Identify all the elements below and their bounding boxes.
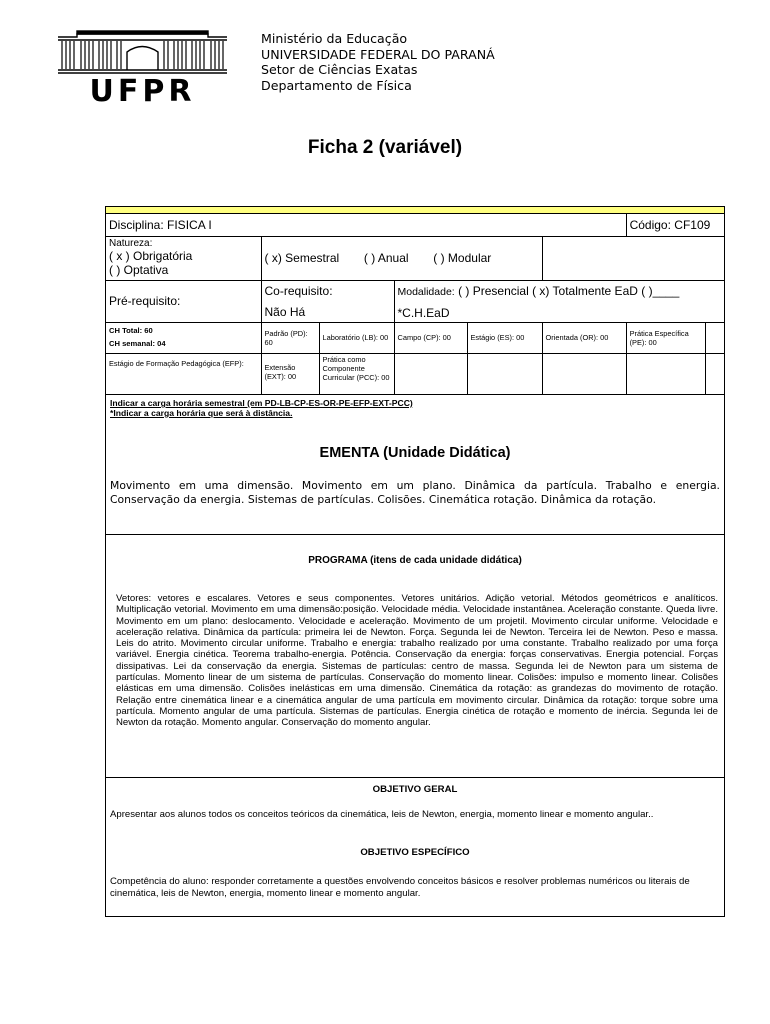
- ementa-text: Movimento em uma dimensão. Movimento em um plano. Dinâmica da partícula. Trabalho e energia. Conservação da energia. Sistemas de partículas. Colisões. Cinemática rotação. Dinâmica da rotação.: [110, 479, 720, 506]
- course-info-table: [106, 214, 724, 395]
- objetivo-especifico-title: OBJETIVO ESPECÍFICO: [360, 847, 470, 858]
- laboratorio-cell: Laboratório (LB): 00: [319, 322, 394, 353]
- university-line: UNIVERSIDADE FEDERAL DO PARANÁ: [261, 46, 495, 62]
- note-distancia: *Indicar a carga horária que será à distância.: [110, 408, 293, 418]
- divider: [106, 777, 724, 778]
- ementa-title: EMENTA (Unidade Didática): [319, 445, 511, 461]
- disciplina-cell: Disciplina: FISICA I: [106, 214, 626, 236]
- modalidade-options: ( ) Presencial ( x) Totalmente EaD ( )____: [458, 283, 680, 298]
- padrao-cell: Padrão (PD): 60: [261, 322, 319, 353]
- programa-text: Vetores: vetores e escalares. Vetores e seus componentes. Vetores unitários. Adição vetorial. Métodos geométricos e analíticos. Multiplicação vetorial. Movimento em uma dimensão:posição. Velocidade média. Velocidade instantânea. Aceleração constante. Queda livre. Movimento em um plano: deslocamento. Velocidade e aceleração. Movimento de um projetil. Movimento circular uniforme. Velocidade e aceleração relativa. Dinâmica da partícula: primeira lei de Newton. Força. Segunda lei de Newton. Terceira lei de Newton. Peso e massa. Leis do atrito. Movimento circular uniforme. Trabalho e energia: trabalho realizado por uma constante. Trabalho realizado por uma força variável. Energia cinética. Teorema trabalho-energia. Potência. Conservação da energia: forças conservativas. Energia potencial. Forças dissipativas. Lei da conservação da energia. Sistemas de partículas: centro de massa. Segunda lei de Newton para um sistema de partículas. Momento linear de um sistema de partículas. Conservação do momento linear. Colisões: impulso e momento linear. Colisões elásticas em uma dimensão. Colisões inelásticas em uma dimensão. Cinemática da rotação: as grandezas do movimento de rotação. Relação entre cinemática linear e a cinemática angular de uma partícula em movimento circular. Dinâmica da rotação: torque sobre uma partícula. Momento angular de uma partícula. Sistemas de partículas. Energia cinética de rotação e momento de inércia. Segunda lei de Newton da rotação. Momento angular. Conservação do momento angular.: [116, 593, 718, 729]
- natureza-cell: [106, 236, 261, 280]
- natureza-label: Natureza:: [109, 237, 153, 249]
- modalidade-cell: [394, 280, 724, 322]
- objetivo-geral-title: OBJETIVO GERAL: [372, 784, 458, 795]
- empty-cell: [626, 353, 705, 394]
- empty-cell: [542, 353, 626, 394]
- corequisito-label: Co-requisito:: [264, 283, 333, 298]
- institution-block: [261, 31, 495, 93]
- ch-total-cell: [106, 322, 261, 353]
- workload-notes: [110, 398, 413, 418]
- pratica-especifica-cell: Prática Específica (PE): 00: [626, 322, 705, 353]
- semestral-option: ( x) Semestral: [264, 251, 340, 265]
- extensao-cell: Extensão (EXT): 00: [261, 353, 319, 394]
- codigo-cell: Código: CF109: [626, 214, 724, 236]
- pcc-cell: Prática como Componente Curricular (PCC): 00: [319, 353, 394, 394]
- department-line: Departamento de Física: [261, 77, 412, 93]
- corequisito-cell: [261, 280, 394, 322]
- yellow-header-bar: [106, 207, 724, 214]
- course-form: [105, 206, 725, 917]
- anual-option: ( ) Anual: [363, 251, 409, 265]
- orientada-cell: Orientada (OR): 00: [542, 322, 626, 353]
- note-semestral: Indicar a carga horária semestral (em PD-LB-CP-ES-OR-PE-EFP-EXT-PCC): [110, 398, 413, 408]
- sector-line: Setor de Ciências Exatas: [261, 62, 418, 77]
- corequisito-value: Não Há: [264, 304, 306, 319]
- empty-cell: [542, 236, 724, 280]
- empty-cell: [467, 353, 542, 394]
- programa-title: PROGRAMA (itens de cada unidade didática): [308, 555, 522, 566]
- natureza-obrigatoria: ( x ) Obrigatória: [109, 248, 193, 263]
- empty-cell: [394, 353, 467, 394]
- objetivo-geral-text: Apresentar aos alunos todos os conceitos teóricos da cinemática, leis de Newton, energia, momento linear e momento angular..: [110, 809, 654, 820]
- divider: [106, 534, 724, 535]
- objetivo-especifico-text: Competência do aluno: responder corretamente a questões envolvendo conceitos básicos e resolver problemas numéricos ou literais de cinemática, leis de Newton, energia, momento linear e momento angular.: [110, 876, 690, 899]
- empty-cell: [705, 322, 724, 353]
- empty-cell: [705, 353, 724, 394]
- ch-ead-label: *C.H.EaD: [397, 305, 450, 320]
- campo-cell: Campo (CP): 00: [394, 322, 467, 353]
- modular-option: ( ) Modular: [433, 251, 492, 265]
- ch-semanal: CH semanal: 04: [109, 338, 166, 348]
- ch-total: CH Total: 60: [109, 325, 153, 335]
- svg-text:UFPR: UFPR: [89, 74, 196, 103]
- ufpr-logo: [55, 28, 230, 103]
- ministry-line: Ministério da Educação: [261, 31, 408, 46]
- estagio-cell: Estágio (ES): 00: [467, 322, 542, 353]
- prerequisito-cell: Pré-requisito:: [106, 280, 261, 322]
- efp-cell: Estágio de Formação Pedagógica (EFP):: [106, 353, 261, 394]
- natureza-optativa: ( ) Optativa: [109, 262, 169, 277]
- modalidade-label: Modalidade:: [397, 285, 455, 298]
- page-title: Ficha 2 (variável): [307, 137, 463, 158]
- periodicidade-cell: [261, 236, 542, 280]
